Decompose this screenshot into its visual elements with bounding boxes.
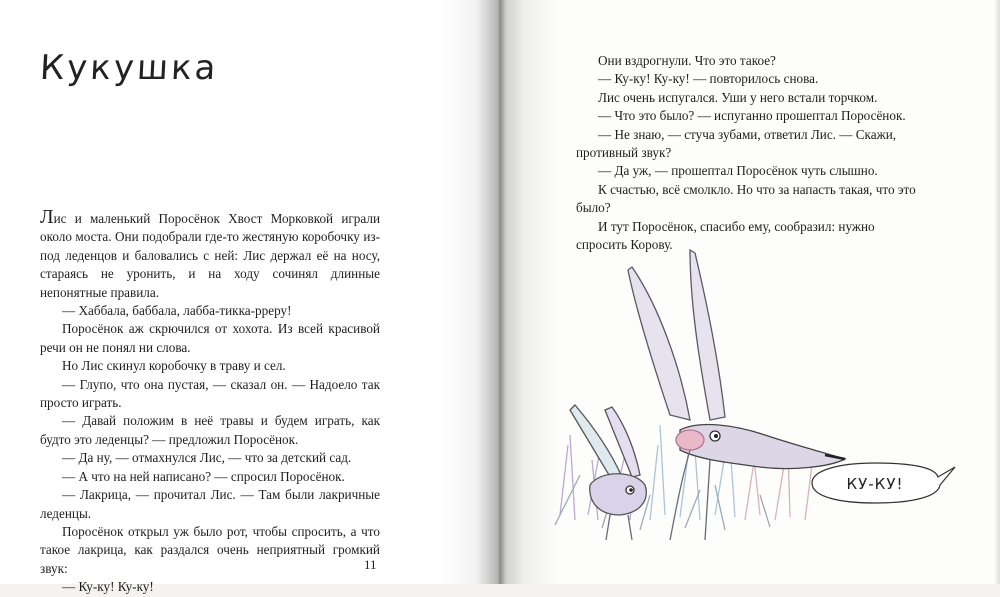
- drop-cap: Л: [40, 206, 54, 228]
- chapter-title: Кукушка: [38, 48, 220, 88]
- paragraph: — А что на ней написано? — спросил Поросёнок.: [62, 468, 345, 484]
- page-edge-shadow: [994, 0, 1000, 584]
- paragraph: К счастью, всё смолкло. Но что за напасть такая, что это было?: [576, 181, 916, 216]
- page-number: 11: [364, 557, 377, 572]
- paragraph: — Что это было? — испуганно прошептал Поросёнок.: [598, 108, 906, 124]
- piglet-figure: [570, 405, 646, 540]
- paragraph: — Да ну, — отмахнулся Лис, — что за детский сад.: [62, 450, 352, 466]
- paragraph: И тут Поросёнок, спасибо ему, сообразил: нужно спросить Корову.: [576, 218, 875, 253]
- paragraph: — Да уж, — прошептал Поросёнок чуть слышно.: [598, 163, 878, 179]
- paragraph-text: ис и маленький Поросёнок Хвост Морковкой играли около моста. Они подобрали где-то жестяную коробочку из-под леденцов и баловались с ней: Лис держал её на носу, стараясь не уронить, и на ходу сочинял длинные непонятные правила.: [40, 211, 380, 300]
- paragraph: — Ку-ку! Ку-ку!: [62, 579, 154, 595]
- paragraph: [40, 206, 380, 302]
- paragraph: Лис очень испугался. Уши у него встали торчком.: [598, 89, 878, 105]
- paragraph: — Не знаю, — стуча зубами, ответил Лис. — Скажи, противный звук?: [576, 126, 897, 161]
- paragraph: — Лакрица, — прочитал Лис. — Там были лакричные леденцы.: [40, 487, 380, 521]
- book-gutter-shadow: [440, 0, 560, 584]
- paragraph: Они вздрогнули. Что это такое?: [598, 53, 776, 68]
- right-text-column: [576, 52, 916, 254]
- paragraph: — Ку-ку! Ку-ку! — повторилось снова.: [598, 71, 819, 87]
- fox-figure: [628, 250, 845, 540]
- paragraph: Поросёнок открыл уж было рот, чтобы спросить, а что такое лакрица, как раздался очень неприятный громкий звук:: [40, 523, 380, 576]
- illustration-fox-and-piglet: [540, 245, 980, 545]
- left-text-column: [40, 206, 380, 597]
- paragraph: Но Лис скинул коробочку в траву и сел.: [62, 358, 286, 374]
- paragraph: — Хаббала, баббала, лабба-тикка-рреру!: [62, 303, 292, 319]
- paragraph: Поросёнок аж скрючился от хохота. Из всей красивой речи он не понял ни слова.: [40, 321, 380, 355]
- left-page: [0, 0, 489, 595]
- speech-bubble-text: КУ-КУ!: [846, 475, 904, 493]
- paragraph: — Давай положим в неё травы и будем играть, как будто это леденцы? — предложил Поросёнок.: [40, 413, 380, 447]
- speech-bubble: [812, 463, 955, 503]
- paragraph: — Глупо, что она пустая, — сказал он. — Надоело так просто играть.: [40, 376, 380, 411]
